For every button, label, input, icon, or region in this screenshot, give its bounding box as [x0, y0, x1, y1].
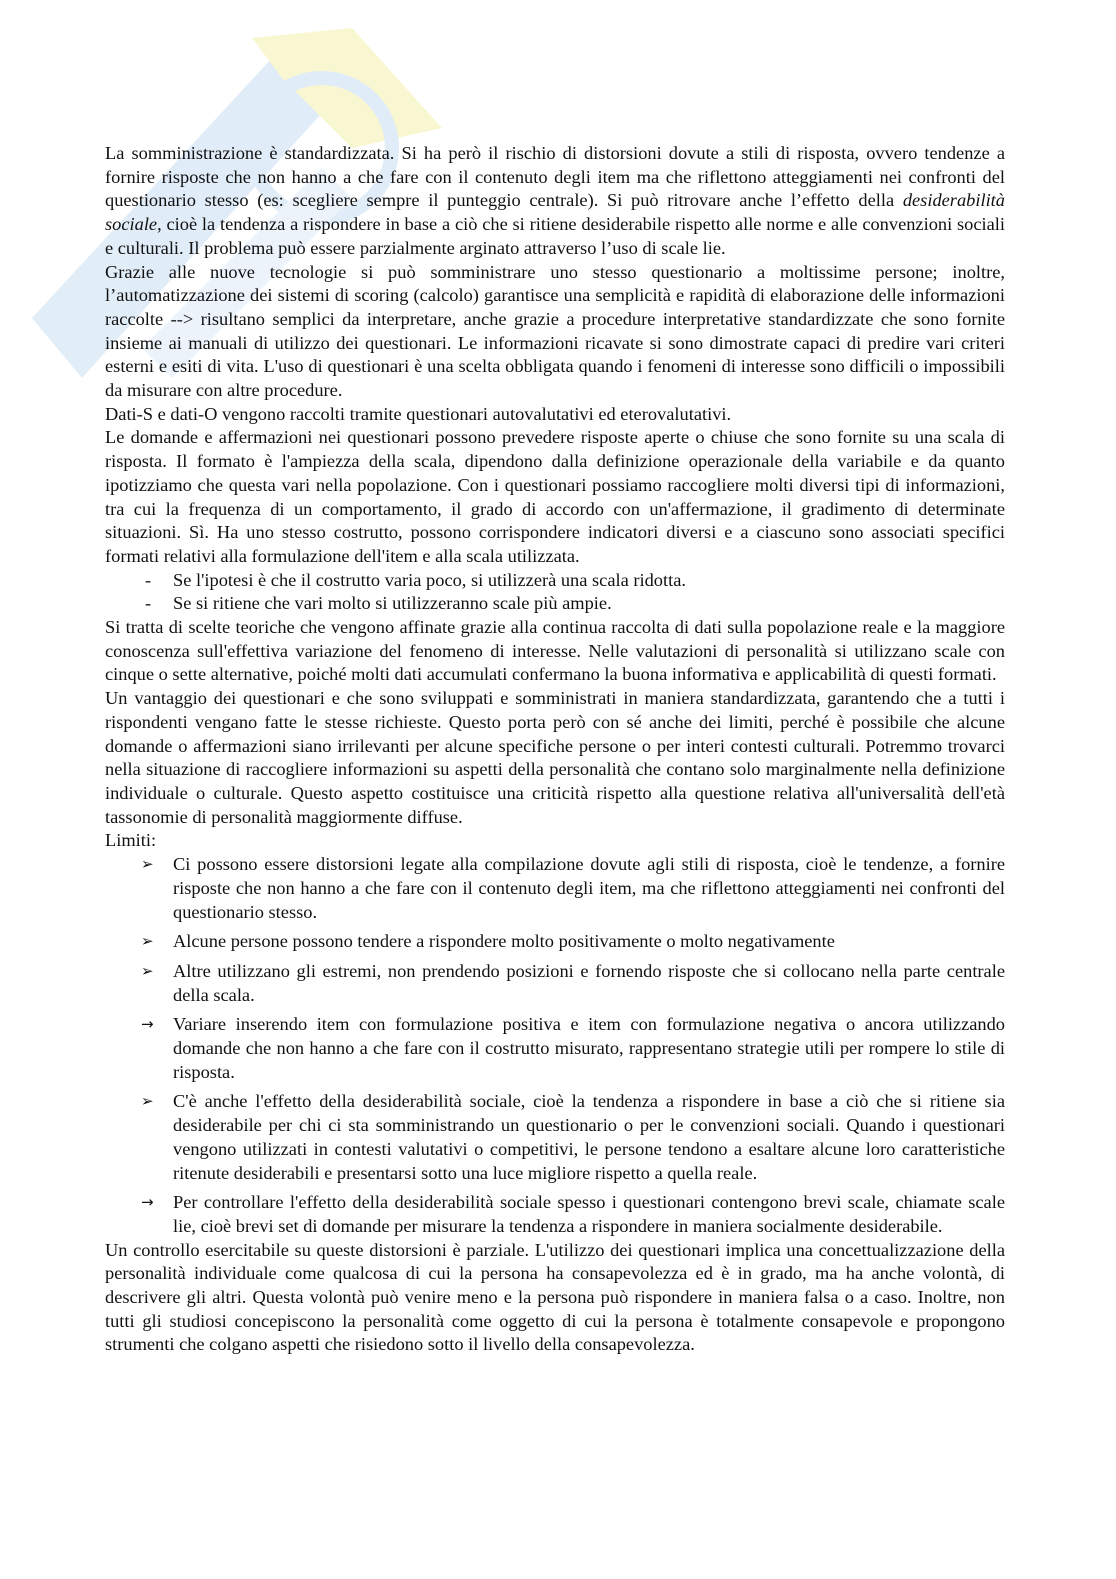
limits-list-item: → Per controllare l'effetto della desiderabilità sociale spesso i questionari contengono brevi scale, chiamate scale lie, cioè brevi set di domande per misurare la tendenza a rispondere in maniera socialmente desiderabile. [141, 1192, 1005, 1236]
right-arrow-bullet-icon: → [141, 1015, 154, 1034]
right-arrow-bullet-icon: → [141, 1193, 154, 1212]
limits-list-item: → Variare inserendo item con formulazione positiva e item con formulazione negativa o ancora utilizzando domande che non hanno a che fare con il costrutto misurato, rappresentano strategie utili per rompere lo stile di risposta. [141, 1014, 1005, 1082]
arrowhead-bullet-icon: ➢ [141, 961, 154, 980]
paragraph-1: La somministrazione è standardizzata. Si ha però il rischio di distorsioni dovute a stili di risposta, ovvero tendenze a fornire risposte che non hanno a che fare con il contenuto degli item ma che riflettono atteggiamenti nei confronti del questionario stesso (es: scegliere sempre il punteggio centrale). Si può ritrovare anche l’effetto della desiderabilità sociale, cioè la tendenza a rispondere in base a ciò che si ritiene desiderabile rispetto alle norme e alle convenzioni sociali e culturali. Il problema può essere parzialmente arginato attraverso l’uso di scale lie. [105, 143, 1005, 258]
paragraph-4: Le domande e affermazioni nei questionari possono prevedere risposte aperte o chiuse che sono fornite su una scala di risposta. Il formato è l'ampiezza della scala, dipendono dalla definizione operazionale della variabile e da quanto ipotizziamo che questa vari nella popolazione. Con i questionari possiamo raccogliere molti diversi tipi di informazioni, tra cui la frequenza di un comportamento, il grado di accordo con un'affermazione, il gradimento di determinate situazioni. Sì. Ha uno stesso costrutto, possono corrispondere indicatori diversi e a ciascuno sono associati specifici formati relativi alla formulazione dell'item e alla scala utilizzata. [105, 427, 1005, 566]
limits-list-item: ➢ C'è anche l'effetto della desiderabilità sociale, cioè la tendenza a rispondere in base a ciò che si ritiene sia desiderabile per chi ci sta somministrando un questionario o per le convenzioni sociali. Quando i questionari vengono utilizzati in contesti valutativi o competitivi, le persone tendono a esaltare alcune loro caratteristiche ritenute desiderabili e presentarsi sotto una luce migliore rispetto a quella reale. [141, 1091, 1005, 1183]
paragraph-6: Un vantaggio dei questionari e che sono sviluppati e somministrati in maniera standardizzata, garantendo che a tutti i rispondenti vengano fatte le stesse richieste. Questo porta però con sé anche dei limiti, perché è possibile che alcune domande o affermazioni siano irrilevanti per alcune specifiche persone o per interi contesti culturali. Potremmo trovarci nella situazione di raccogliere informazioni su aspetti della personalità che contano solo marginalmente nella definizione individuale o culturale. Questo aspetto costituisce una criticità rispetto alla questione relativa all'universalità dell'età tassonomie di personalità maggiormente diffuse. [105, 688, 1005, 827]
paragraph-3: Dati-S e dati-O vengono raccolti tramite questionari autovalutativi ed eterovalutativi. [105, 403, 732, 424]
dash-bullet: - [145, 569, 152, 590]
limits-list [105, 853, 1005, 1239]
dash-list-item: - Se l'ipotesi è che il costrutto varia poco, si utilizzerà una scala ridotta. [105, 569, 1005, 593]
emphasis-desiderabilita-sociale: desiderabilità sociale [105, 190, 1005, 235]
watermark-shape-accent [252, 28, 442, 148]
document-page [105, 142, 1005, 1357]
arrowhead-bullet-icon: ➢ [141, 855, 154, 874]
dash-bullet: - [145, 593, 152, 614]
paragraph-2: Grazie alle nuove tecnologie si può somministrare uno stesso questionario a moltissime persone; inoltre, l’automatizzazione dei sistemi di scoring (calcolo) garantisce una semplicità e rapidità di elaborazione delle informazioni raccolte --> risultano semplici da interpretare, anche grazie a procedure interpretative standardizzate che sono fornite insieme ai manuali di utilizzo dei questionari. Le informazioni ricavate si sono dimostrate capaci di predire vari criteri esterni e esiti di vita. L'uso di questionari è una scelta obbligata quando i fenomeni di interesse sono difficili o impossibili da misurare con altre procedure. [105, 261, 1005, 401]
paragraph-5: Si tratta di scelte teoriche che vengono affinate grazie alla continua raccolta di dati sulla popolazione reale e la maggiore conoscenza sull'effettiva variazione del fenomeno di interesse. Nelle valutazioni di personalità si utilizzano scale con cinque o sette alternative, poiché molti dati accumulati confermano la buona informativa e applicabilità di questi formati. [105, 617, 1005, 685]
paragraph-7: Un controllo esercitabile su queste distorsioni è parziale. L'utilizzo dei questionari implica una concettualizzazione della personalità individuale come qualcosa di cui la persona ha consapevolezza ed è in grado, ma ha anche volontà, di descrivere gli altri. Questa volontà può venire meno e la persona può rispondere in maniera falsa o a caso. Inoltre, non tutti gli studiosi concepiscono la personalità come oggetto di cui la persona è totalmente consapevole e propongono strumenti che colgano aspetti che risiedono sotto il livello della consapevolezza. [105, 1239, 1005, 1355]
limits-list-item: ➢ Altre utilizzano gli estremi, non prendendo posizioni e fornendo risposte che si collocano nella parte centrale della scala. [141, 960, 1005, 1005]
arrowhead-bullet-icon: ➢ [141, 932, 154, 951]
limits-list-item: ➢ Alcune persone possono tendere a rispondere molto positivamente o molto negativamente [105, 930, 1005, 954]
arrowhead-bullet-icon: ➢ [141, 1092, 154, 1111]
limits-heading: Limiti: [105, 830, 157, 851]
limits-list-item: ➢ Ci possono essere distorsioni legate alla compilazione dovute agli stili di risposta, cioè le tendenze, a fornire risposte che non hanno a che fare con il contenuto degli item, ma che riflettono atteggiamenti nei confronti del questionario stesso. [141, 854, 1005, 922]
dash-list [105, 569, 1005, 616]
dash-list-item: - Se si ritiene che vari molto si utilizzeranno scale più ampie. [105, 592, 1005, 616]
